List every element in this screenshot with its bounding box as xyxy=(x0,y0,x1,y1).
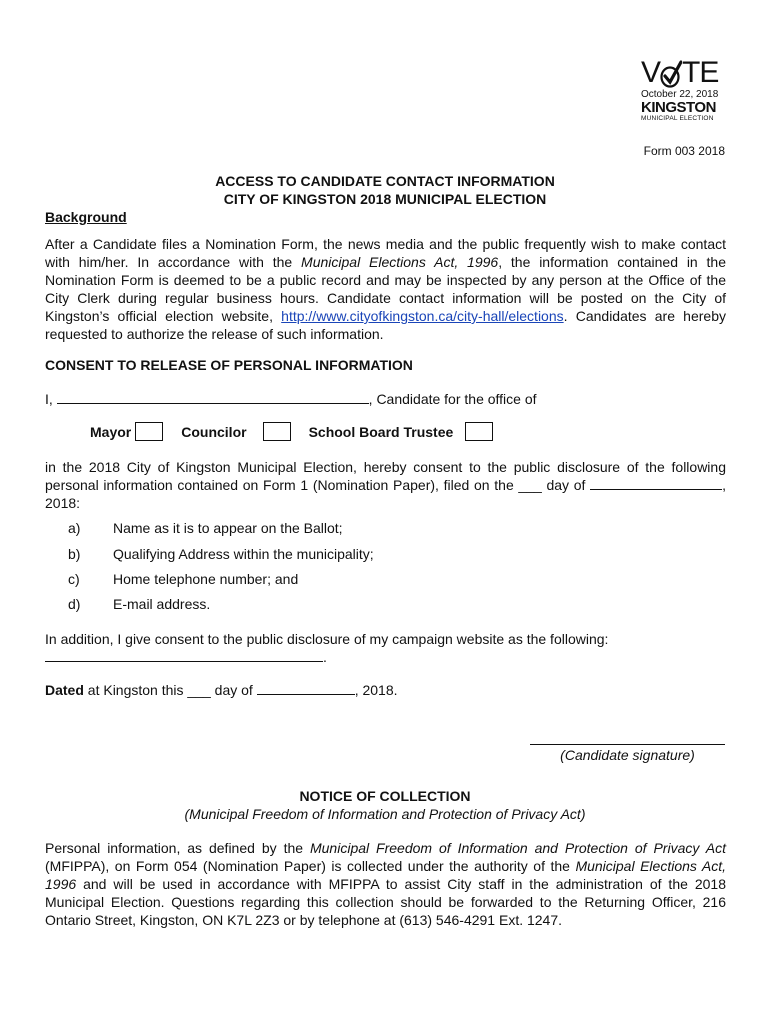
background-text-3: . Candidates are hereby requested to authorize the release of such information. xyxy=(45,308,726,342)
notice-paragraph xyxy=(45,839,726,929)
background-paragraph xyxy=(45,235,726,343)
dated-text: at Kingston this ___ day of xyxy=(83,682,257,698)
campaign-website-field[interactable] xyxy=(45,648,323,662)
list-item-label: b) xyxy=(68,546,81,562)
consent-year-text: , 2018: xyxy=(45,477,726,511)
background-text-1: After a Candidate files a Nomination Form, the news media and the public frequently wish to make contact with him/her. In accordance with the xyxy=(45,236,726,270)
mayor-label: Mayor xyxy=(90,423,132,440)
logo-city: KINGSTON xyxy=(641,99,716,116)
form-number: Form 003 2018 xyxy=(643,144,725,158)
background-text-2: , the information contained in the Nomination Form is deemed to be a public record and may be inspected by any person at the Office of the City Clerk during regular business hours. Candidate contact information will be posted on the City of Kingston’s official election website, xyxy=(45,254,726,324)
notice-heading: NOTICE OF COLLECTION xyxy=(299,788,471,804)
mfippa-act-name: Municipal Freedom of Information and Protection of Privacy Act xyxy=(309,840,726,856)
elections-act-name: Municipal Elections Act, 1996 xyxy=(45,858,726,892)
signature-label: (Candidate signature) xyxy=(560,747,695,763)
website-line xyxy=(45,648,327,666)
act-name: Municipal Elections Act, 1996 xyxy=(301,254,499,270)
logo-date: October 22, 2018 xyxy=(641,89,719,100)
councilor-label: Councilor xyxy=(181,423,247,440)
list-item xyxy=(45,519,343,537)
list-item-label: d) xyxy=(68,596,81,612)
notice-text-3: and will be used in accordance with MFIPPA to assist City staff in the administration of the 2018 Municipal Election. Questions regarding this collection should be forwarded to the Returning Officer, 216 Ontario Street, Kingston, ON K7L 2Z3 or by telephone at (613) 546-4291 Ext. 1247. xyxy=(45,876,726,928)
filed-month-field[interactable] xyxy=(590,476,722,490)
background-heading: Background xyxy=(45,209,127,225)
notice-text-2: (MFIPPA), on Form 054 (Nomination Paper) is collected under the authority of the xyxy=(45,858,576,874)
vote-kingston-logo xyxy=(641,58,727,124)
list-item xyxy=(45,595,210,613)
list-item-text: E-mail address. xyxy=(113,596,211,612)
logo-vote-prefix: V xyxy=(641,56,661,89)
notice-subheading: (Municipal Freedom of Information and Protection of Privacy Act) xyxy=(184,806,586,822)
candidate-name-line xyxy=(45,390,537,408)
dated-line xyxy=(45,681,398,699)
list-item-text: Name as it is to appear on the Ballot; xyxy=(113,520,343,536)
document-subtitle: CITY OF KINGSTON 2018 MUNICIPAL ELECTION xyxy=(223,191,547,207)
checkmark-icon xyxy=(660,60,682,88)
consent-heading: CONSENT TO RELEASE OF PERSONAL INFORMATION xyxy=(45,357,413,373)
notice-text-1: Personal information, as defined by the xyxy=(45,840,310,856)
candidate-office-text: , Candidate for the office of xyxy=(368,391,537,407)
elections-website-link[interactable]: http://www.cityofkingston.ca/city-hall/elections xyxy=(281,308,564,324)
document-title: ACCESS TO CANDIDATE CONTACT INFORMATION xyxy=(215,173,555,189)
list-item-text: Home telephone number; and xyxy=(113,571,299,587)
dated-month-field[interactable] xyxy=(257,681,355,695)
list-item xyxy=(45,570,298,588)
consent-paragraph xyxy=(45,458,726,512)
dated-label: Dated xyxy=(45,682,84,698)
candidate-name-field[interactable] xyxy=(57,390,369,404)
office-selection-row xyxy=(90,422,493,441)
logo-vote-word xyxy=(641,58,727,88)
mayor-checkbox[interactable] xyxy=(135,422,163,441)
councilor-checkbox[interactable] xyxy=(263,422,291,441)
website-period: . xyxy=(323,649,327,665)
logo-vote-suffix: TE xyxy=(682,56,719,89)
candidate-name-prefix: I, xyxy=(45,391,57,407)
list-item-label: c) xyxy=(68,571,80,587)
signature-line[interactable] xyxy=(530,744,725,745)
trustee-label: School Board Trustee xyxy=(308,423,454,440)
website-consent-text: In addition, I give consent to the public disclosure of my campaign website as the following: xyxy=(45,631,609,647)
logo-subtitle: MUNICIPAL ELECTION xyxy=(641,115,714,122)
list-item xyxy=(45,545,374,563)
trustee-checkbox[interactable] xyxy=(465,422,493,441)
list-item-label: a) xyxy=(68,520,81,536)
list-item-text: Qualifying Address within the municipality; xyxy=(113,546,374,562)
dated-year-text: , 2018. xyxy=(354,682,398,698)
consent-text: in the 2018 City of Kingston Municipal Election, hereby consent to the public disclosure of the following personal information contained on Form 1 (Nomination Paper), filed on the ___ day of xyxy=(45,459,726,493)
